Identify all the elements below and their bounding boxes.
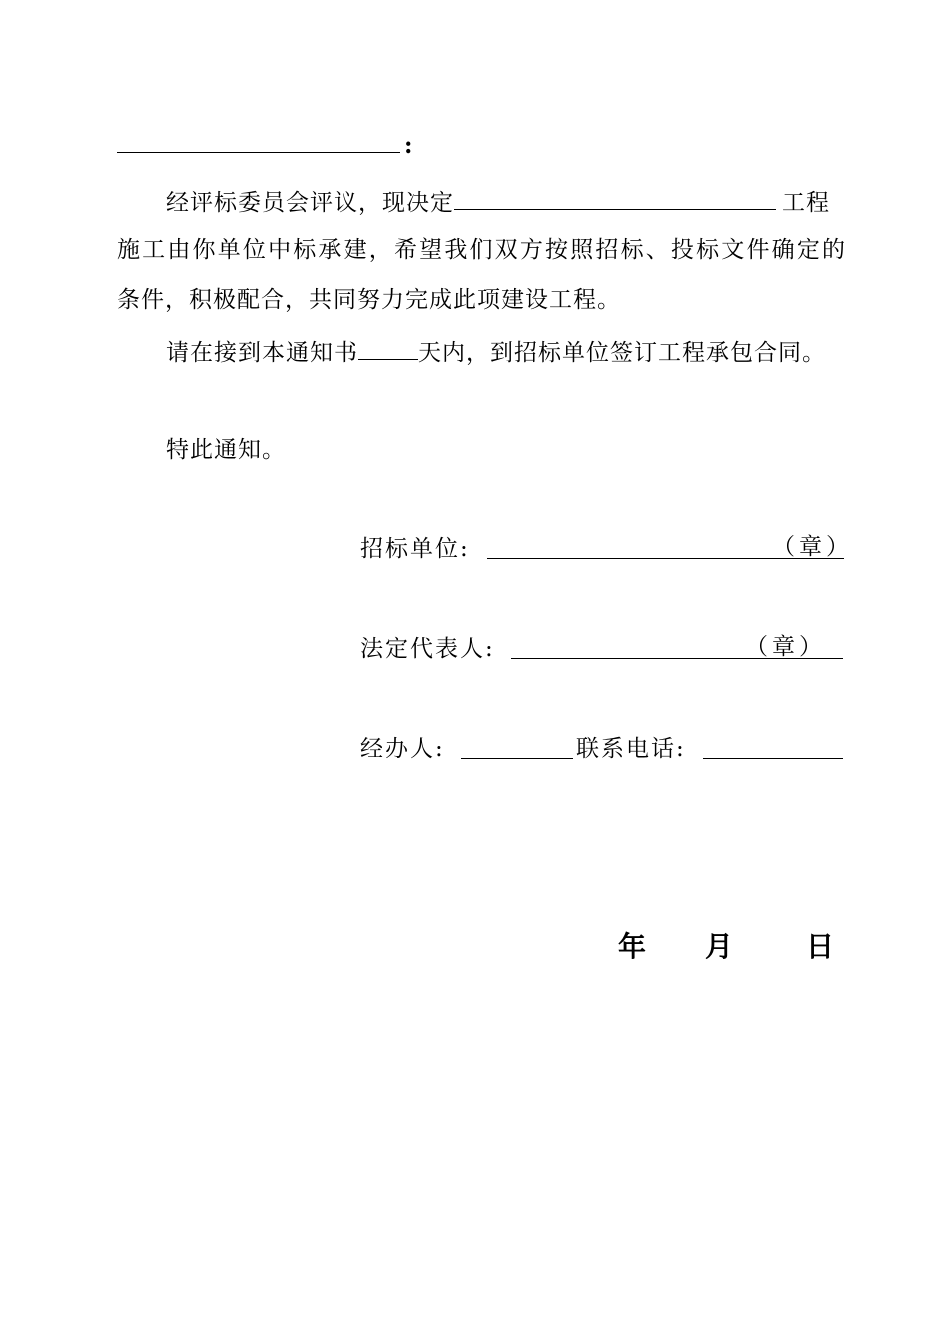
- award-text-prefix: 经评标委员会评议，现决定: [166, 190, 454, 216]
- paragraph-1-line-3: 条件，积极配合，共同努力完成此项建设工程。: [117, 287, 621, 313]
- phone-blank[interactable]: [703, 734, 843, 759]
- contract-text-suffix: 天内，到招标单位签订工程承包合同。: [418, 340, 826, 366]
- legal-representative-seal: （章）: [745, 634, 826, 660]
- paragraph-1-line-2: 施工由你单位中标承建，希望我们双方按照招标、投标文件确定的: [117, 237, 845, 263]
- notice-closing: 特此通知。: [166, 437, 286, 463]
- date-year: 年: [618, 930, 647, 963]
- handler-label: 经办人:: [360, 736, 445, 762]
- date-day: 日: [806, 930, 835, 963]
- phone-label: 联系电话:: [576, 736, 686, 762]
- addressee-colon: :: [404, 132, 413, 159]
- bidding-unit-seal: （章）: [772, 534, 853, 560]
- legal-representative-label: 法定代表人:: [360, 636, 495, 662]
- addressee-blank[interactable]: [117, 128, 400, 153]
- project-name-blank[interactable]: [454, 185, 776, 210]
- paragraph-2: [166, 335, 826, 365]
- addressee-line: [117, 128, 413, 158]
- paragraph-1-line-1: [166, 185, 830, 215]
- bidding-unit-label: 招标单位:: [360, 536, 470, 562]
- handler-blank[interactable]: [461, 734, 573, 759]
- days-blank[interactable]: [358, 335, 418, 360]
- contract-text-prefix: 请在接到本通知书: [166, 340, 358, 366]
- award-text-suffix: 工程: [782, 190, 830, 216]
- date-month: 月: [705, 930, 734, 963]
